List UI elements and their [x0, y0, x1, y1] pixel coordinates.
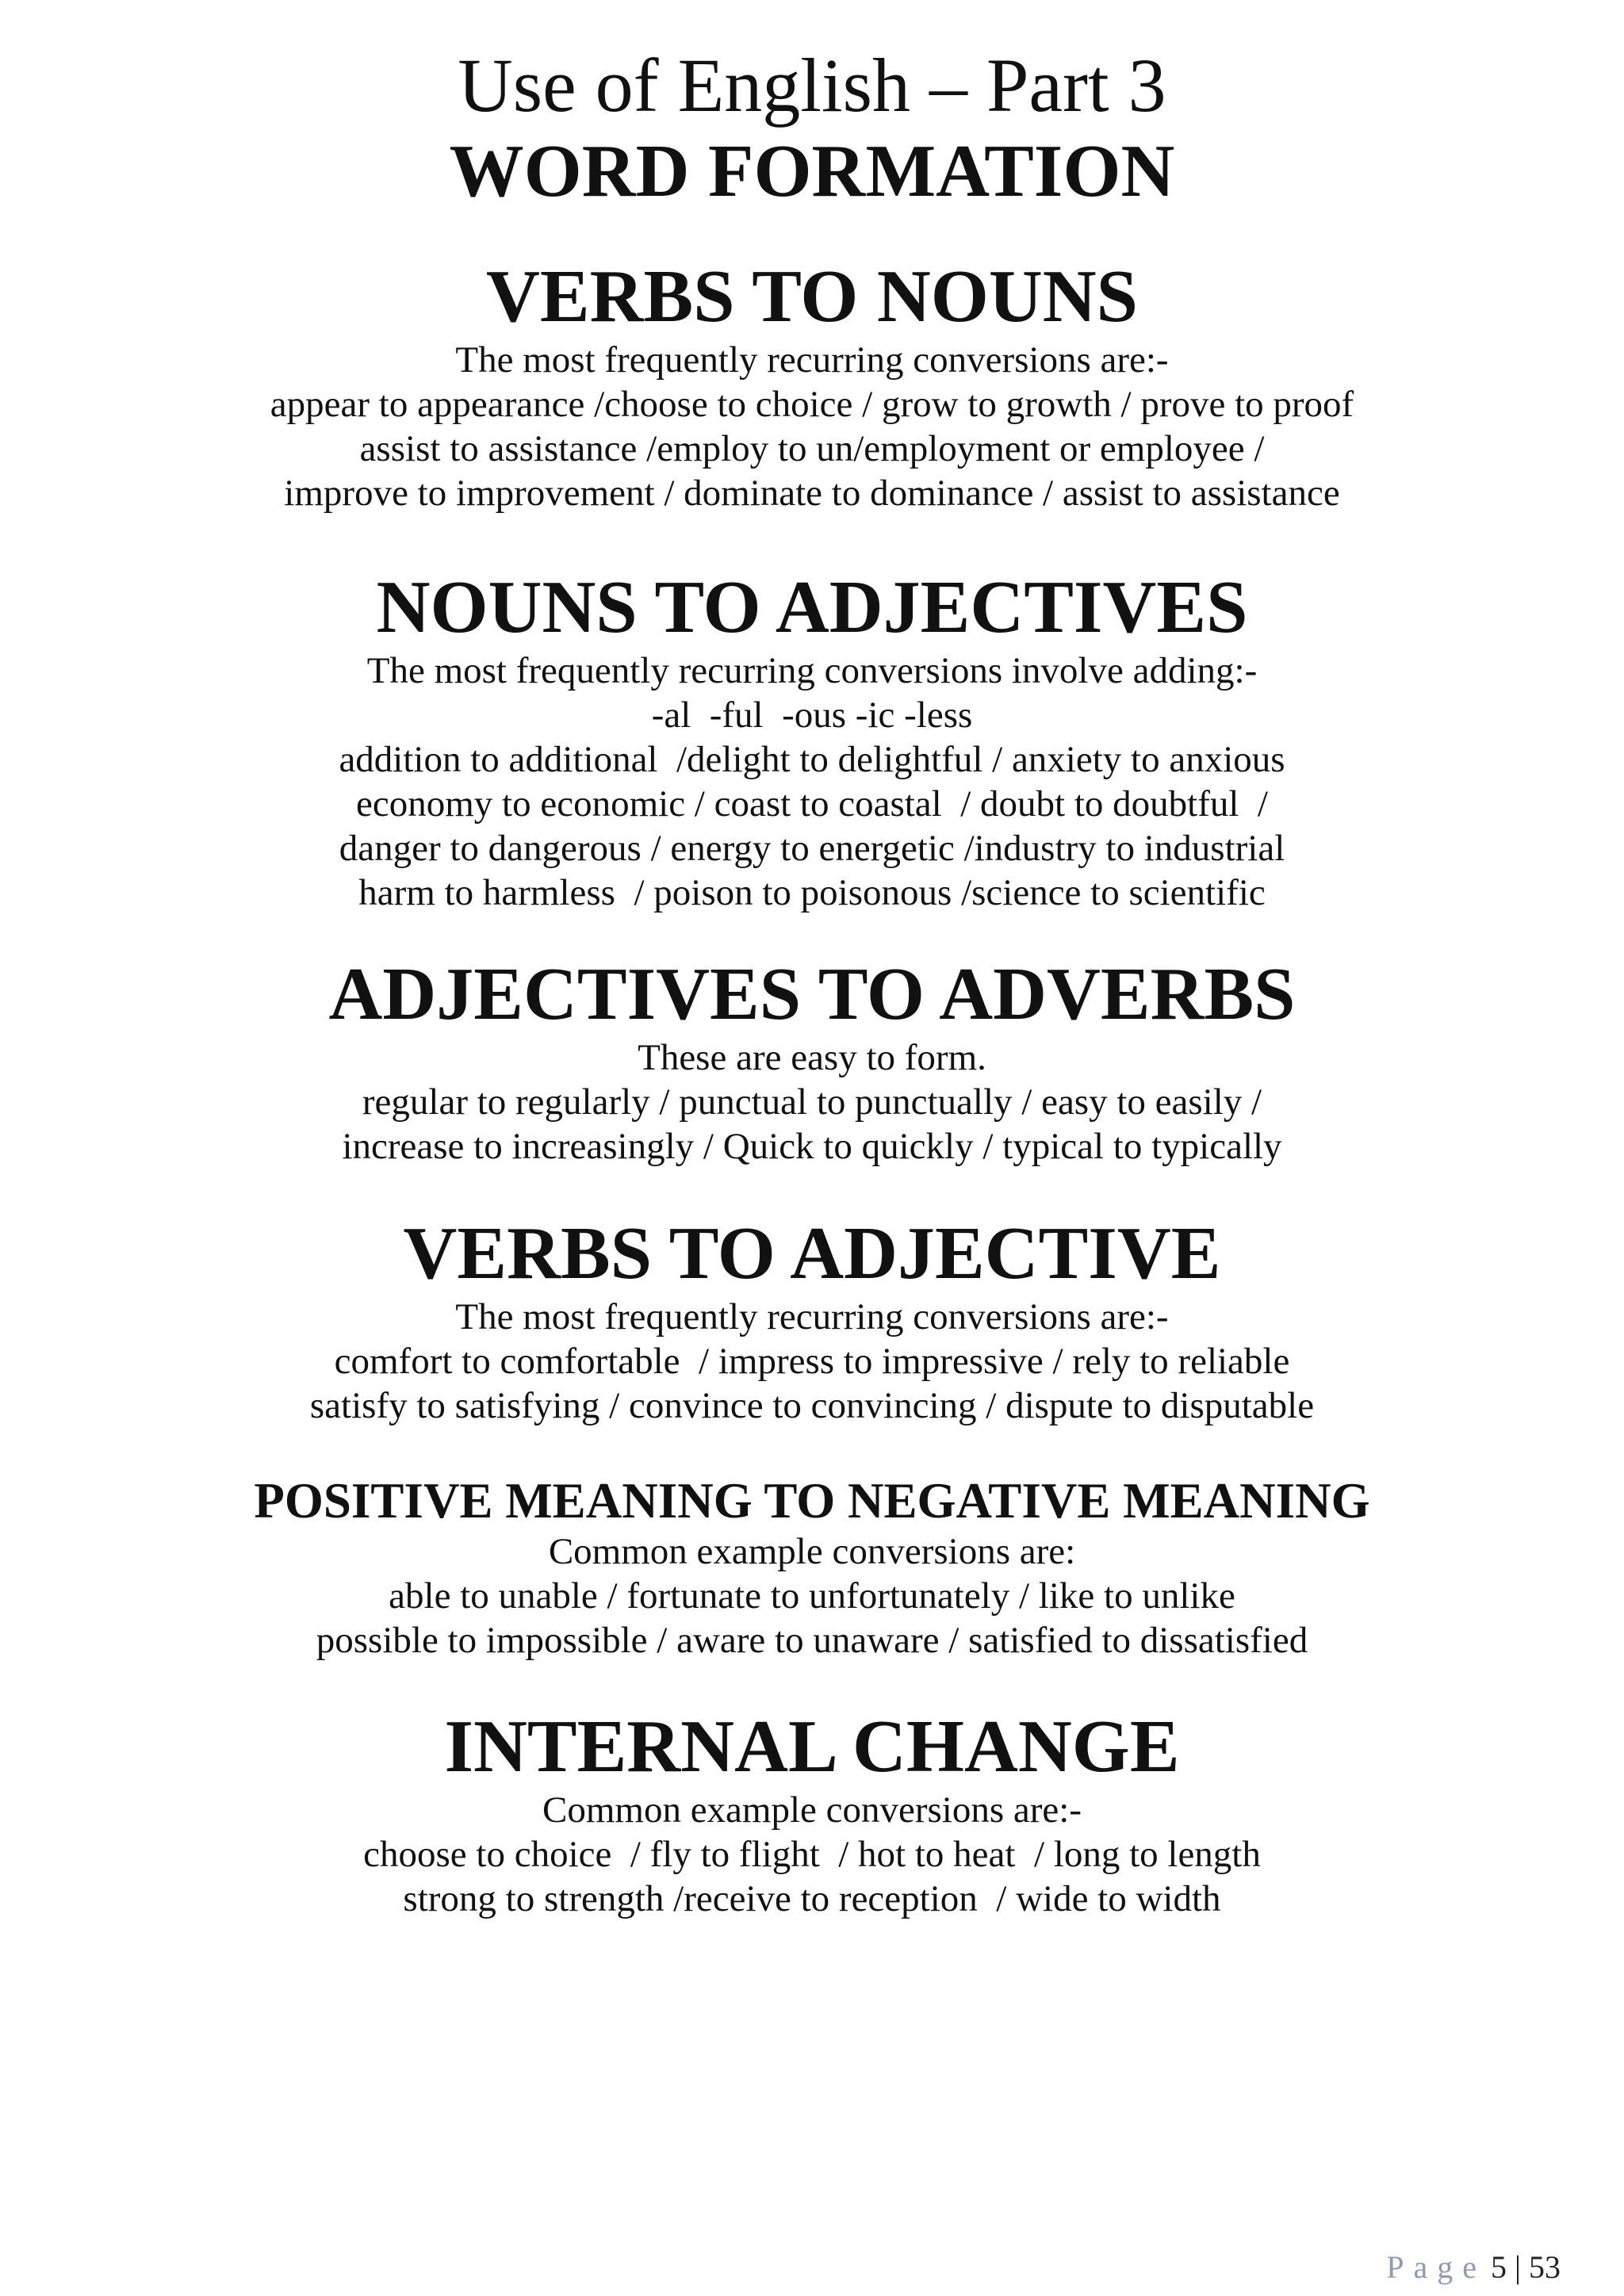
page-label: Page: [1386, 2249, 1486, 2285]
section-line: Common example conversions are:-: [542, 1789, 1082, 1831]
section-positive-to-negative: [0, 1472, 1624, 1663]
section-verbs-to-nouns: [0, 255, 1624, 515]
section-line: satisfy to satisfying / convince to convincing / dispute to disputable: [309, 1385, 1315, 1426]
section-line: The most frequently recurring conversions involve adding:-: [366, 650, 1258, 691]
page-number: 5 | 53: [1490, 2249, 1561, 2285]
section-line: regular to regularly / punctual to punctually / easy to easily /: [362, 1081, 1262, 1123]
section-line: danger to dangerous / energy to energetic /industry to industrial: [339, 828, 1285, 869]
section-line: These are easy to form.: [638, 1037, 986, 1078]
section-line: Common example conversions are:: [548, 1531, 1076, 1572]
section-adjectives-to-adverbs: [0, 953, 1624, 1169]
section-heading: INTERNAL CHANGE: [444, 1705, 1180, 1788]
page-footer: [1386, 2248, 1561, 2286]
section-heading: VERBS TO NOUNS: [486, 255, 1138, 338]
section-internal-change: [0, 1705, 1624, 1921]
section-line: The most frequently recurring conversions are:-: [455, 339, 1169, 381]
section-line: harm to harmless / poison to poisonous /science to scientific: [358, 872, 1266, 913]
page-title: Use of English – Part 3: [458, 43, 1166, 128]
page-subtitle: WORD FORMATION: [449, 130, 1175, 212]
section-line: possible to impossible / aware to unaware / satisfied to dissatisfied: [316, 1620, 1308, 1661]
section-heading: NOUNS TO ADJECTIVES: [376, 566, 1248, 649]
section-heading: VERBS TO ADJECTIVE: [403, 1212, 1221, 1295]
section-line: improve to improvement / dominate to dominance / assist to assistance: [284, 473, 1340, 514]
section-line: appear to appearance /choose to choice / grow to growth / prove to proof: [270, 384, 1354, 425]
section-line: increase to increasingly / Quick to quickly / typical to typically: [342, 1126, 1282, 1167]
section-line: -al -ful -ous -ic -less: [651, 695, 973, 736]
section-line: The most frequently recurring conversions are:-: [455, 1296, 1169, 1337]
section-line: strong to strength /receive to reception / wide to width: [403, 1878, 1221, 1919]
section-verbs-to-adjective: [0, 1212, 1624, 1428]
section-heading: ADJECTIVES TO ADVERBS: [328, 953, 1296, 1035]
section-nouns-to-adjectives: [0, 566, 1624, 915]
section-line: choose to choice / fly to flight / hot to heat / long to length: [363, 1834, 1261, 1875]
section-line: assist to assistance /employ to un/employment or employee /: [359, 428, 1265, 469]
section-heading: POSITIVE MEANING TO NEGATIVE MEANING: [254, 1473, 1370, 1529]
section-line: comfort to comfortable / impress to impressive / rely to reliable: [334, 1341, 1290, 1382]
section-line: able to unable / fortunate to unfortunately / like to unlike: [389, 1575, 1235, 1617]
section-line: addition to additional /delight to delightful / anxiety to anxious: [339, 739, 1285, 780]
section-line: economy to economic / coast to coastal / doubt to doubtful /: [356, 783, 1268, 825]
